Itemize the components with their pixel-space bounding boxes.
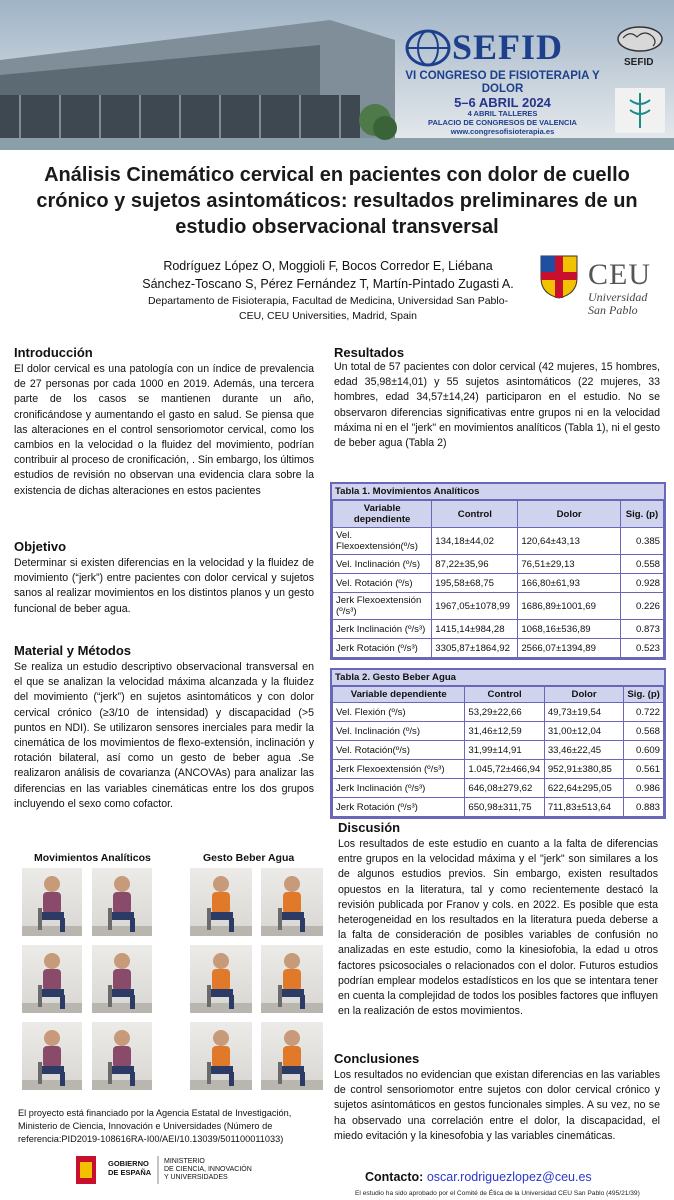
table-1-header-row	[333, 501, 664, 528]
table-2-cell: 0.986	[624, 779, 664, 798]
section-discusion	[338, 820, 658, 1019]
table-1-col-control: Control	[432, 501, 518, 528]
contact	[365, 1170, 592, 1184]
sefid-brain-icon	[615, 24, 665, 54]
table-1-cell: 1068,16±536,89	[518, 620, 621, 639]
table-2-col-dolor: Dolor	[544, 687, 623, 703]
table-2-cell: Vel. Rotación(º/s)	[333, 741, 465, 760]
participant-photo	[261, 868, 323, 936]
congress-name: VI CONGRESO DE FISIOTERAPIA Y DOLOR	[405, 70, 600, 95]
table-1-col-variable: Variable dependiente	[333, 501, 432, 528]
table-2-cell: 0.561	[624, 760, 664, 779]
participant-photo	[92, 868, 152, 936]
table-1-cell: 0.558	[620, 555, 663, 574]
table-2-body	[333, 703, 664, 817]
table-2-row	[333, 703, 664, 722]
table-2-cell: 622,64±295,05	[544, 779, 623, 798]
ceu-sub-2: San Pablo	[588, 303, 638, 317]
table-1-row	[333, 620, 664, 639]
gov-line-2: DE ESPAÑA	[108, 1168, 152, 1177]
table-1-row	[333, 639, 664, 658]
table-2-cell: 0.609	[624, 741, 664, 760]
table-2-cell: 53,29±22,66	[465, 703, 544, 722]
participant-photo	[190, 945, 252, 1013]
table-1-cell: 0.385	[620, 528, 663, 555]
intro-text: El dolor cervical es una patología con un índice de prevalencia de 27 personas por cada 1000 en 2019. Además, una tercera parte de los casos se mantienen durante un año, cronificándose y aumentando el gasto en salud. Se piensa que las alteraciones en el control sensoriomotor cervical, como los cambios en la velocidad o la fluidez del movimiento, podrían contribuir al proceso de cronificación, . Sin embargo, los últimos estudios de revisión no observan una evidencia clara sobre la existencia de dichas alteraciones en estos pacientes	[14, 363, 314, 497]
table-2-row	[333, 779, 664, 798]
discussion-text: Los resultados de este estudio en cuanto a la falta de diferencias entre grupos en la velocidad máxima y el "jerk" son similares a los de algunos estudios previos. Sin embargo, existen resultados opuestos en la literatura, tal y como recientemente destacó la revisión publicada por Franov y cols. en 2022. Es posible que esta heterogeneidad en los resultados en la literatura pueda deberse a la falta de consideración de posibles variables de confusión no analizadas en este estudio, como la kinesiofobia, la edad u otros factores psicosociales o relacionados con el dolor. Futuros estudios podrían emplear modelos estadísticos en los que se intentara tener en cuenta la complejidad de todos los posibles factores que influyen en la realización de estos movimientos.	[338, 838, 658, 1018]
participant-photo	[22, 1022, 82, 1090]
table-1-cell: 195,58±68,75	[432, 574, 518, 593]
table-2	[330, 668, 666, 819]
ceu-wordmark: CEU	[588, 258, 651, 291]
table-1-cell: 0.523	[620, 639, 663, 658]
congress-workshops: 4 ABRIL TALLERES	[467, 109, 538, 118]
ceu-shield-icon	[537, 252, 581, 300]
affiliation-line-1: Departamento de Fisioterapia, Facultad de Medicina, Universidad San Pablo-	[147, 295, 509, 307]
table-1-col-sig: Sig. (p)	[620, 501, 663, 528]
sponsor-logo-icon	[615, 88, 665, 133]
table-1-cell: Jerk Rotación (º/s³)	[333, 639, 432, 658]
section-conclusiones	[334, 1051, 660, 1144]
table-2-cell: 49,73±19,54	[544, 703, 623, 722]
table-2-cell: 33,46±22,45	[544, 741, 623, 760]
objective-heading: Objetivo	[14, 539, 67, 554]
table-2-cell: 650,98±311,75	[465, 798, 544, 817]
table-2-cell: Jerk Rotación (º/s³)	[333, 798, 465, 817]
sefid-wordmark: SEFID	[452, 27, 564, 67]
table-2-cell: 31,99±14,91	[465, 741, 544, 760]
conclusions-text: Los resultados no evidencian que existan diferencias en las variables de control sensoriomotor entre sujetos con dolor cervical crónico y sujetos asintomáticos en gestos funcionales simples. A su vez, no se ha observado una correlación entre el dolor, la discapacidad, el miedo evitación y la kinesofobia y las variables cinemáticas.	[334, 1069, 660, 1142]
table-2-cell: 31,00±12,04	[544, 722, 623, 741]
participant-photo	[261, 945, 323, 1013]
ministry-line-2: DE CIENCIA, INNOVACIÓN	[164, 1166, 252, 1173]
section-introduccion	[14, 345, 314, 499]
table-2-cell: Vel. Flexión (º/s)	[333, 703, 465, 722]
objective-text: Determinar si existen diferencias en la velocidad y la fluidez de movimiento (“jerk”) entre pacientes con dolor cervical y sujetos sanos al realizar movimientos en los distintos planos y un gesto funcional de beber agua.	[14, 557, 314, 615]
table-2-cell: 0.568	[624, 722, 664, 741]
table-1-row	[333, 528, 664, 555]
intro-heading: Introducción	[14, 345, 93, 360]
table-1-cell: 76,51±29,13	[518, 555, 621, 574]
table-2-cell: 0.883	[624, 798, 664, 817]
table-2-header-row	[333, 687, 664, 703]
table-2-cell: 0.722	[624, 703, 664, 722]
section-resultados	[334, 345, 660, 451]
table-2-row	[333, 798, 664, 817]
section-objetivo	[14, 539, 314, 617]
congress-banner	[0, 0, 674, 150]
participant-photo	[190, 868, 252, 936]
table-1-row	[333, 574, 664, 593]
funding-note: El proyecto está financiado por la Agencia Estatal de Investigación, Ministerio de Ciencia, Innovación e Universidades (Número de referencia:PID2019-108616RA-I00/AEI/10.13039/501100011033)	[18, 1108, 292, 1144]
table-1-row	[333, 593, 664, 620]
table-2-cell: 646,08±279,62	[465, 779, 544, 798]
poster-title: Análisis Cinemático cervical en pacientes con dolor de cuello crónico y sujetos asintomáticos: resultados preliminares de un estudio observacional transversal	[36, 164, 638, 238]
contact-label: Contacto:	[365, 1170, 424, 1184]
conclusions-heading: Conclusiones	[334, 1051, 420, 1066]
table-2-col-sig: Sig. (p)	[624, 687, 664, 703]
table-1-cell: 134,18±44,02	[432, 528, 518, 555]
table-2-cell: 31,46±12,59	[465, 722, 544, 741]
ministry-line-3: Y UNIVERSIDADES	[164, 1174, 228, 1181]
table-1	[330, 482, 666, 660]
table-1-cell: 0.226	[620, 593, 663, 620]
table-2-row	[333, 722, 664, 741]
congress-dates: 5–6 ABRIL 2024	[454, 95, 551, 110]
section-metodos	[14, 643, 314, 812]
table-2-cell: Jerk Inclinación (º/s³)	[333, 779, 465, 798]
authors	[118, 257, 538, 293]
participant-photo	[22, 945, 82, 1013]
ministry-line-1: MINISTERIO	[164, 1158, 205, 1165]
table-1-cell: 0.928	[620, 574, 663, 593]
results-heading: Resultados	[334, 345, 405, 360]
table-2-cell: Jerk Flexoextensión (º/s³)	[333, 760, 465, 779]
participant-photo	[92, 1022, 152, 1090]
table-2-cell: 711,83±513,64	[544, 798, 623, 817]
table-2-row	[333, 760, 664, 779]
table-1-col-dolor: Dolor	[518, 501, 621, 528]
table-2-col-control: Control	[465, 687, 544, 703]
affiliation-line-2: CEU, CEU Universities, Madrid, Spain	[239, 310, 417, 322]
gov-line-1: GOBIERNO	[108, 1159, 149, 1168]
participant-photo	[190, 1022, 252, 1090]
methods-heading: Material y Métodos	[14, 643, 132, 658]
gobierno-logo	[70, 1150, 280, 1192]
contact-email[interactable]: oscar.rodriguezlopez@ceu.es	[426, 1170, 592, 1184]
table-1-cell: 166,80±61,93	[518, 574, 621, 593]
table-1-cell: Jerk Flexoextensión (º/s³)	[333, 593, 432, 620]
photos-right-heading: Gesto Beber Agua	[203, 852, 295, 864]
table-1-cell: Vel. Inclinación (º/s)	[333, 555, 432, 574]
table-1-body	[333, 528, 664, 658]
table-1-cell: Jerk Inclinación (º/s³)	[333, 620, 432, 639]
table-1-cell: Vel. Rotación (º/s)	[333, 574, 432, 593]
table-1-cell: 1415,14±984,28	[432, 620, 518, 639]
congress-info	[395, 70, 610, 136]
participant-photo	[22, 868, 82, 936]
participant-photo	[92, 945, 152, 1013]
table-1-cell: 1967,05±1078,99	[432, 593, 518, 620]
authors-line-1: Rodríguez López O, Moggioli F, Bocos Corredor E, Liébana	[163, 259, 493, 273]
sefid-globe-icon	[404, 28, 452, 68]
congress-web[interactable]: www.congresofisioterapia.es	[450, 127, 555, 136]
congress-venue: PALACIO DE CONGRESOS DE VALENCIA	[428, 118, 577, 127]
table-1-cell: Vel. Flexoextensión(º/s)	[333, 528, 432, 555]
sefid-logo-label: SEFID	[624, 57, 654, 68]
table-2-caption: Tabla 2. Gesto Beber Agua	[332, 670, 664, 686]
table-2-col-variable: Variable dependiente	[333, 687, 465, 703]
table-2-cell: 1.045,72±466,94	[465, 760, 544, 779]
table-1-cell: 0.873	[620, 620, 663, 639]
ethics-note: El estudio ha sido aprobado por el Comité de Ética de la Universidad CEU San Pablo (495/21/39)	[355, 1190, 640, 1197]
table-2-cell: Vel. Inclinación (º/s)	[333, 722, 465, 741]
table-1-row	[333, 555, 664, 574]
discussion-heading: Discusión	[338, 820, 401, 835]
table-1-cell: 3305,87±1864,92	[432, 639, 518, 658]
affiliation	[118, 294, 538, 324]
table-2-cell: 952,91±380,85	[544, 760, 623, 779]
table-2-row	[333, 741, 664, 760]
table-1-cell: 87,22±35,96	[432, 555, 518, 574]
results-text: Un total de 57 pacientes con dolor cervical (42 mujeres, 15 hombres, edad 35,98±14,01) y 55 sujetos asintomáticos (22 mujeres, 33 hombres, edad 34,57±14,24) participaron en el estudio. No se observaron diferencias significativas entre grupos ni en la velocidad máxima ni en el "jerk" en movimientos analíticos (Tabla 1), ni el gesto de beber agua (Tabla 2)	[334, 361, 660, 450]
authors-line-2: Sánchez-Toscano S, Pérez Fernández T, Martín-Pintado Zugasti A.	[142, 277, 514, 291]
table-1-caption: Tabla 1. Movimientos Analíticos	[332, 484, 664, 500]
table-1-cell: 2566,07±1394,89	[518, 639, 621, 658]
table-1-cell: 1686,89±1001,69	[518, 593, 621, 620]
participant-photo	[261, 1022, 323, 1090]
ceu-subtitle	[588, 291, 647, 317]
methods-text: Se realiza un estudio descriptivo observacional transversal en el que se analizan la velocidad máxima alcanzada y la fluidez del movimiento (“jerk”) en sujetos asintomáticos y con dolor cervical crónico (≥3/10 de intensidad) y discapacidad (>5 puntos en NDI). Se utilizaron sensores inerciales para medir la cinemática de los movimientos de flexo-extensión, inclinación y rotación bilateral, así como un gesto de beber agua .Se realizaron análisis de covarianza (ANCOVAs) para analizar las diferencias en las variables cinemáticas entre los dos grupos incluyendo el sexo como cofactor.	[14, 661, 314, 810]
ceu-sub-1: Universidad	[588, 290, 648, 304]
table-1-cell: 120,64±43,13	[518, 528, 621, 555]
photos-left-heading: Movimientos Analíticos	[34, 852, 151, 864]
